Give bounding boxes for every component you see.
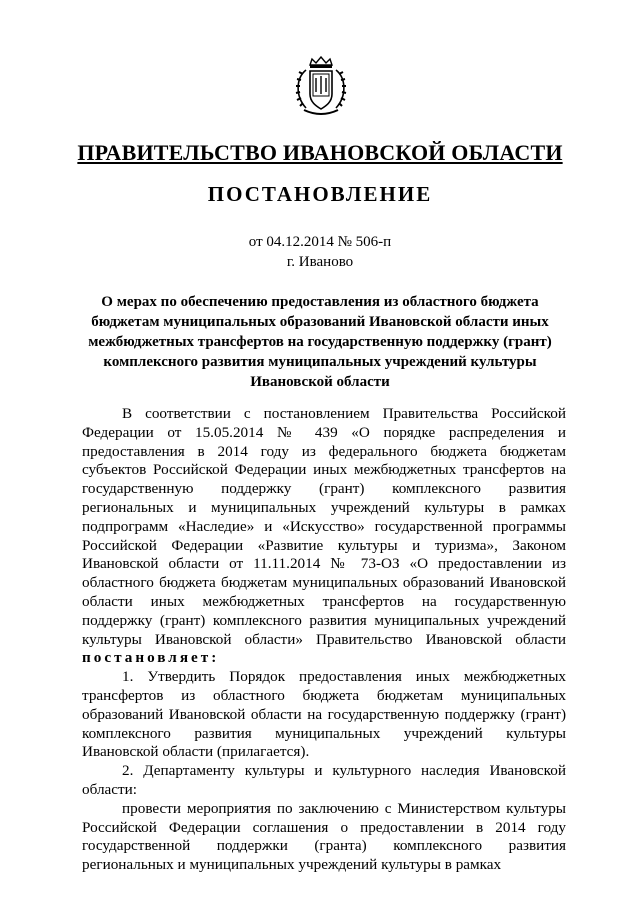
document-body (82, 405, 566, 875)
document-type: ПОСТАНОВЛЕНИЕ (207, 182, 433, 206)
city: г. Иваново (286, 254, 354, 270)
item-1: 1. Утвердить Порядок предоставления иных межбюджетных трансфертов из областного бюджета бюджетам муниципальных образований Ивановской области на государственную поддержку (грант) комплексного развития муниципальных учреждений культуры Ивановской области (прилагается). (82, 668, 566, 761)
document-meta (0, 232, 640, 272)
decree-word: постановляет: (82, 649, 220, 667)
item-2: 2. Департаменту культуры и культурного наследия Ивановской области: (82, 762, 566, 798)
item-2-sub: провести мероприятия по заключению с Министерством культуры Российской Федерации соглашения о предоставлении в 2014 году государственной поддержки (гранта) комплексного развития региональных и муниципальных учреждений культуры в рамках (82, 799, 566, 874)
government-name: ПРАВИТЕЛЬСТВО ИВАНОВСКОЙ ОБЛАСТИ (77, 140, 563, 165)
intro-paragraph (82, 405, 566, 668)
intro-text: В соответствии с постановлением Правительства Российской Федерации от 15.05.2014 № 439 «О порядке распределения и предоставления в 2014 году из федерального бюджета бюджетам субъектов Российской Федерации иных межбюджетных трансфертов на государственную поддержку (грант) комплексного развития региональных и муниципальных учреждений культуры в рамках подпрограмм «Наследие» и «Искусство» государственной программы Российской Федерации «Развитие культуры и туризма», Законом Ивановской области от 11.11.2014 № 73-ОЗ «О предоставлении из областного бюджета бюджетам муниципальных образований Ивановской области иных межбюджетных трансфертов на государственную поддержку (грант) комплексного развития муниципальных учреждений культуры Ивановской области» Правительство Ивановской области (82, 405, 566, 648)
date-number: от 04.12.2014 № 506-п (248, 234, 392, 250)
document-title: О мерах по обеспечению предоставления из областного бюджета бюджетам муниципальных образований Ивановской области иных межбюджетных трансфертов на государственную поддержку (грант) комплексного развития муниципальных учреждений культуры Ивановской области (88, 294, 552, 390)
ivanovo-coat-of-arms-icon (292, 56, 350, 118)
